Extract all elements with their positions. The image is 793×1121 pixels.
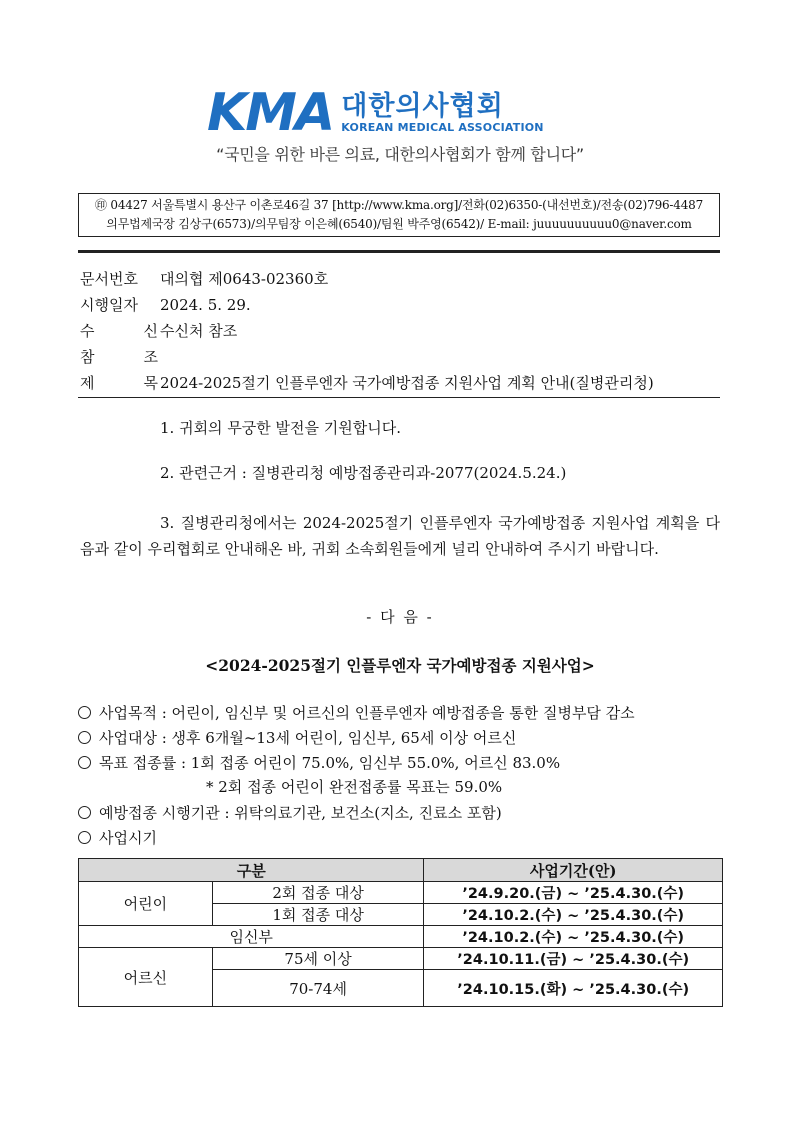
list-item: [78, 725, 720, 750]
document-meta: [80, 266, 720, 396]
circle-bullet-icon: [78, 831, 91, 844]
meta-key: 수 신: [80, 322, 158, 340]
footnote: * 2회 접종 어린이 완전접종률 목표는 59.0%: [206, 778, 503, 796]
list-item: [78, 800, 720, 825]
meta-key: 시행일자: [80, 296, 138, 314]
subgroup-label: 2회 접종 대상: [212, 882, 424, 904]
group-pregnant: 임신부: [79, 926, 424, 948]
section-heading: <2024-2025절기 인플루엔자 국가예방접종 지원사업>: [205, 656, 595, 675]
period-value: ’24.9.20.(금) ~ ’25.4.30.(수): [424, 882, 723, 904]
contact-line-staff: 의무법제국장 김상구(6573)/의무팀장 이은혜(6540)/팀원 박주영(6542)/ E-mail: juuuuuuuuuu0@naver.com: [106, 217, 692, 231]
meta-row-recipient: [80, 318, 720, 344]
divider-thick: [78, 250, 720, 253]
divider-text: - 다 음 -: [366, 608, 434, 626]
circle-bullet-icon: [78, 806, 91, 819]
org-name-korean: 대한의사협회: [341, 90, 504, 122]
subgroup-label: 70-74세: [212, 970, 424, 1007]
period-value: ’24.10.2.(수) ~ ’25.4.30.(수): [424, 926, 723, 948]
header-period: 사업기간(안): [424, 859, 723, 882]
contact-box: [78, 193, 720, 237]
paragraph-3: 3. 질병관리청에서는 2024-2025절기 인플루엔자 국가예방접종 지원사업 계획을 다음과 같이 우리협회로 안내해온 바, 귀회 소속회원들에게 널리 안내하여 주시기 바랍니다.: [80, 514, 720, 558]
list-item: [78, 750, 720, 775]
paragraph-1: 1. 귀회의 무궁한 발전을 기원합니다.: [160, 419, 402, 437]
kma-logo: [207, 83, 544, 143]
subgroup-label: 1회 접종 대상: [212, 904, 424, 926]
meta-key: 제 목: [80, 374, 158, 392]
item-text: 사업대상 : 생후 6개월~13세 어린이, 임신부, 65세 이상 어르신: [99, 729, 517, 747]
paragraph-2: 2. 관련근거 : 질병관리청 예방접종관리과-2077(2024.5.24.): [160, 464, 567, 482]
meta-row-docnum: [80, 266, 720, 292]
meta-value: 2024-2025절기 인플루엔자 국가예방접종 지원사업 계획 안내(질병관리청): [160, 374, 654, 392]
divider-thin: [78, 397, 720, 398]
group-children: 어린이: [79, 882, 213, 926]
table-row: [79, 926, 723, 948]
table-row: [79, 948, 723, 970]
contact-line-address: ㊞ 04427 서울특별시 용산구 이촌로46길 37 [http://www.kma.org]/전화(02)6350-(내선번호)/전송(02)796-4487: [94, 198, 704, 212]
meta-value: 대의협 제0643-02360호: [160, 270, 329, 288]
period-value: ’24.10.2.(수) ~ ’25.4.30.(수): [424, 904, 723, 926]
header-category: 구분: [79, 859, 424, 882]
slogan: “국민을 위한 바른 의료, 대한의사협회가 함께 합니다”: [216, 145, 584, 164]
period-value: ’24.10.15.(화) ~ ’25.4.30.(수): [424, 970, 723, 1007]
table-header-row: [79, 859, 723, 882]
item-text: 사업목적 : 어린이, 임신부 및 어르신의 인플루엔자 예방접종을 통한 질병부담 감소: [99, 704, 635, 722]
list-item: [78, 825, 720, 850]
meta-value: [160, 344, 720, 370]
subgroup-label: 75세 이상: [212, 948, 424, 970]
meta-value: 2024. 5. 29.: [160, 296, 251, 314]
meta-row-subject: [80, 370, 720, 396]
meta-row-reference: [80, 344, 720, 370]
circle-bullet-icon: [78, 756, 91, 769]
list-item: [78, 700, 720, 725]
item-text: 목표 접종률 : 1회 접종 어린이 75.0%, 임신부 55.0%, 어르신 83.0%: [99, 754, 561, 772]
logo-letters: KMA: [207, 83, 334, 143]
item-text: 사업시기: [99, 829, 157, 847]
table-row: [79, 882, 723, 904]
circle-bullet-icon: [78, 706, 91, 719]
meta-key: 참 조: [80, 348, 158, 366]
schedule-table: [78, 858, 723, 1007]
circle-bullet-icon: [78, 731, 91, 744]
item-text: 예방접종 시행기관 : 위탁의료기관, 보건소(지소, 진료소 포함): [99, 804, 502, 822]
group-elderly: 어르신: [79, 948, 213, 1007]
meta-row-date: [80, 292, 720, 318]
meta-value: 수신처 참조: [160, 322, 238, 340]
program-items: [78, 700, 720, 850]
org-name-english: KOREAN MEDICAL ASSOCIATION: [341, 120, 544, 134]
meta-key: 문서번호: [80, 270, 138, 288]
period-value: ’24.10.11.(금) ~ ’25.4.30.(수): [424, 948, 723, 970]
